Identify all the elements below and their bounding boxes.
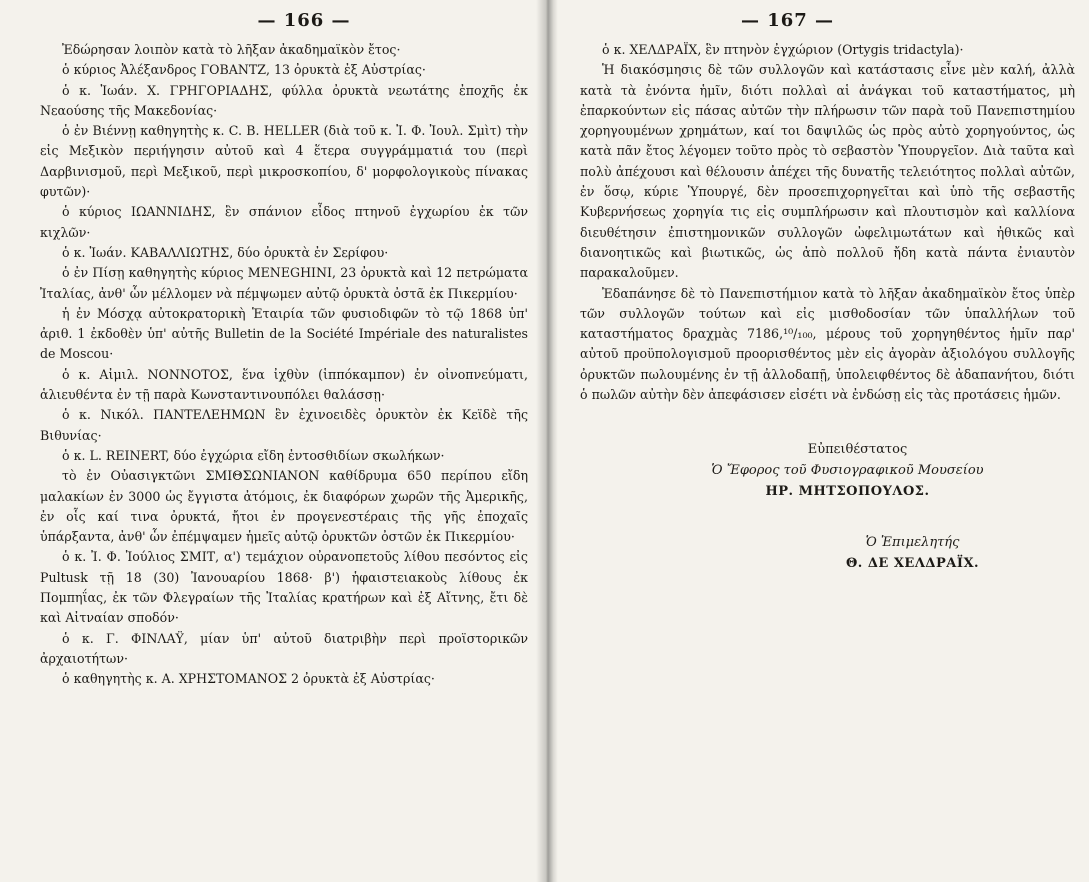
- signature-role: Ὁ Ἔφορος τοῦ Φυσιογραφικοῦ Μουσείου: [711, 463, 984, 479]
- curator-role: Ὁ Ἐπιμελητής: [865, 535, 960, 551]
- paragraph: ὁ κ. ΧΕΛΔΡΑΪΧ, ἓν πτηνὸν ἐγχώριον (Ortygis tridactyla)·: [602, 42, 964, 57]
- right-page: [544, 0, 1089, 882]
- paragraph: ὁ κ. Γ. ΦΙΝΛΑΫ, μίαν ὑπ' αὐτοῦ διατριβὴν περὶ προϊστορικῶν ἀρχαιοτήτων·: [40, 630, 528, 666]
- paragraph: ὁ κύριος Ἀλέξανδρος ΓΟΒΑΝΤΖ, 13 ὀρυκτὰ ἐξ Αὐστρίας·: [62, 62, 426, 78]
- paragraph: Ἡ διακόσμησις δὲ τῶν συλλογῶν καὶ κατάστασις εἶνε μὲν καλή, ἀλλὰ κατὰ τὰ ἐνόντα ἡμῖν, διότι πολλαὶ αἱ ἀνάγκαι τοῦ καταστήματος, μὴ ἐπαρκούντων εἰς πάσας αὐτῶν τὴν πλήρωσιν τῶν παρὰ τοῦ Πανεπιστημίου χορηγουμένων χρημάτων, καί τοι δαψιλῶς ὡς πρὸς αὐτὸ χορηγούντος, ὡς κατὰ πᾶν ἔτος λέγομεν τοῦτο πρὸς τὸ σεβαστὸν Ὑπουργεῖον. Διὰ ταῦτα καὶ πολὺ ἀπέχουσι καὶ θέλουσιν ἀπέχει τῆς δυνατῆς τελειότητος πολλαὶ αὐτῶν, ἐν ὅσῳ, κύριε Ὑπουργέ, δὲν προσεπιχορηγεῖται καὶ ὑπὸ τῆς σεβαστῆς Κυβερνήσεως χορηγία τις εἰς συμπλήρωσιν καὶ πλουτισμὸν καὶ καλλίονα διευθέτησιν ἐπιστημονικῶν συλλογῶν ὠφελιμωτάτων καὶ ἠθικῶς καὶ διανοητικῶς καὶ βιωτικῶς, ὡς ἀπὸ πολλοῦ ἤδη κατὰ πάντα ἐνιαυτὸν παρακαλοῦμεν.: [580, 62, 1075, 281]
- paragraph: ὁ κ. Αἰμιλ. ΝΟΝΝΟΤΟΣ, ἕνα ἰχθὺν (ἱππόκαμπον) ἐν οἰνοπνεύματι, ἁλιευθέντα ἐν τῇ παρὰ Κωνσταντινουπόλει θαλάσσῃ·: [40, 366, 528, 403]
- right-page-text: [580, 40, 1075, 405]
- curator-name: Θ. ΔΕ ΧΕΛΔΡΑΪΧ.: [845, 556, 980, 572]
- left-page-text: [40, 40, 528, 690]
- paragraph: τὸ ἐν Οὐασιγκτῶνι ΣΜΙΘΣΩΝΙΑΝΟΝ καθίδρυμα 650 περίπου εἴδη μαλακίων ἐν 3000 ὡς ἔγγιστα ἀτόμοις, ἐκ διαφόρων χωρῶν τῆς Ἀμερικῆς, ἐν οἷς καί τινα ὀρυκτά, ἤτοι ἐν προγενεστέραις τῆς γῆς ἐποχαῖς ὑπάρξαντα, ἀνθ' ὧν ἐπέμψαμεν ἡμεῖς αὐτῷ ὀρυκτῶν ὀστῶν ἐκ Πικερμίου·: [40, 468, 528, 545]
- paragraph: ὁ ἐν Βιέννῃ καθηγητὴς κ. C. B. HELLER (διὰ τοῦ κ. Ἰ. Φ. Ἰουλ. Σμὶτ) τὴν εἰς Μεξικὸν περιήγησιν αὐτοῦ καὶ 4 ἕτερα συγγράμματιά του (περὶ Δαρβινισμοῦ, περὶ Μεξικοῦ, περὶ μικροσκοπίου, δ' μορφολογικοὺς πίνακας φυτῶν)·: [40, 123, 528, 200]
- paragraph: Ἐδώρησαν λοιπὸν κατὰ τὸ λῆξαν ἀκαδημαϊκὸν ἔτος·: [62, 42, 401, 57]
- paragraph: ὁ καθηγητὴς κ. Α. ΧΡΗΣΤΟΜΑΝΟΣ 2 ὀρυκτὰ ἐξ Αὐστρίας·: [62, 671, 435, 687]
- signature-name: ΗΡ. ΜΗΤΣΟΠΟΥΛΟΣ.: [765, 484, 930, 500]
- paragraph: ὁ κ. Ἰ. Φ. Ἰούλιος ΣΜΙΤ, α') τεμάχιον οὐρανοπετοῦς λίθου πεσόντος εἰς Pultusk τῇ 18 (30) Ἰανουαρίου 1868· β') ἡφαιστειακοὺς λίθους ἐκ Πομπηΐας, ἐκ τῶν Φλεγραίων τῆς Ἰταλίας κρατήρων καὶ ἐξ Αἴτνης, ἔτι δὲ καὶ Αἰτναίαν σποδόν·: [40, 549, 528, 626]
- paragraph: ὁ κύριος ΙΩΑΝΝΙΔΗΣ, ἓν σπάνιον εἶδος πτηνοῦ ἐγχωρίου ἐκ τῶν κιχλῶν·: [40, 204, 528, 240]
- paragraph: Ἐδαπάνησε δὲ τὸ Πανεπιστήμιον κατὰ τὸ λῆξαν ἀκαδημαϊκὸν ἔτος ὑπὲρ τῶν συλλογῶν τούτων καὶ εἰς μισθοδοσίαν τῶν ὑπαλλήλων τοῦ καταστήματος δραχμὰς 7186,¹⁰/₁₀₀, μέρους τοῦ χορηγηθέντος ἡμῖν παρ' αὐτοῦ προϋπολογισμοῦ προορισθέντος μὲν εἰς ἀγορὰν ἀξιολόγου συλλογῆς ὀρυκτῶν πωλουμένης ἐν τῇ ἀλλοδαπῇ, ὑπολειφθέντος δὲ ἀδαπανήτου, διότι ὁ πωλῶν αὐτὴν δὲν ἀπεφάσισεν εἰσέτι νὰ ἐνδώσῃ εἰς τὰς προτάσεις ἡμῶν.: [580, 285, 1075, 403]
- signature-salutation: Εὐπειθέστατος: [807, 442, 908, 458]
- page-number-left: — 166 —: [257, 10, 351, 31]
- page-number-right: — 167 —: [740, 10, 835, 31]
- paragraph: ὁ κ. Ἰωάν. Χ. ΓΡΗΓΟΡΙΑΔΗΣ, φύλλα ὀρυκτὰ νεωτάτης ἐποχῆς ἐκ Νεαούσης τῆς Μακεδονίας·: [40, 82, 528, 118]
- paragraph: ὁ κ. Ἰωάν. ΚΑΒΑΛΛΙΩΤΗΣ, δύο ὀρυκτὰ ἐν Σερίφου·: [62, 244, 389, 260]
- paragraph: ὁ ἐν Πίσῃ καθηγητὴς κύριος MENEGHINI, 23 ὀρυκτὰ καὶ 12 πετρώματα Ἰταλίας, ἀνθ' ὧν μέλλομεν νὰ πέμψωμεν αὐτῷ ὀρυκτὰ ὀστᾶ ἐκ Πικερμίου·: [40, 265, 528, 301]
- left-page: [0, 0, 544, 882]
- paragraph: ὁ κ. L. REINERT, δύο ἐγχώρια εἴδη ἐντοσθιδίων σκωλήκων·: [62, 447, 445, 463]
- paragraph: ὁ κ. Νικόλ. ΠΑΝΤΕΛΕΗΜΩΝ ἓν ἐχινοειδὲς ὀρυκτὸν ἐκ Κεϊδὲ τῆς Βιθυνίας·: [40, 407, 528, 443]
- paragraph: ἡ ἐν Μόσχᾳ αὐτοκρατορικὴ Ἑταιρία τῶν φυσιοδιφῶν τὸ τῷ 1868 ὑπ' ἀριθ. 1 ἐκδοθὲν ὑπ' αὐτῆς Bulletin de la Société Impériale des naturalistes de Moscou·: [40, 305, 528, 362]
